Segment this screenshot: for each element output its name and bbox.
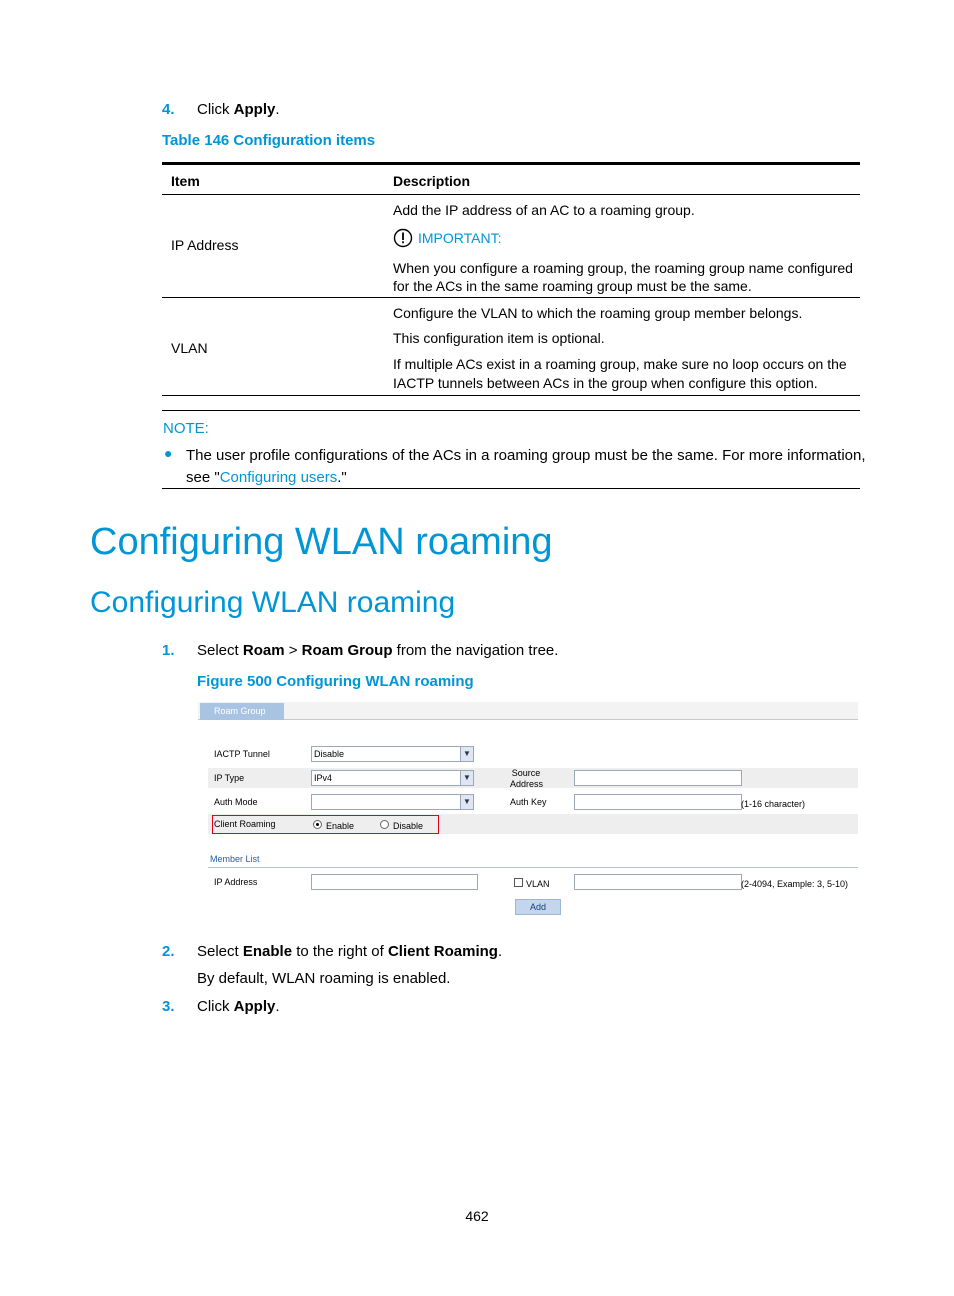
configuring-users-link[interactable]: Configuring users — [219, 469, 338, 486]
table-row-ip-address — [162, 194, 860, 297]
warning-icon — [393, 228, 413, 248]
ip-type-label: IP Type — [214, 773, 245, 783]
client-roaming-highlight — [212, 815, 439, 834]
header-item: Item — [171, 173, 200, 189]
tab-bar — [198, 702, 858, 720]
table-caption: Table 146 Configuration items — [162, 132, 376, 149]
iactp-tunnel-select[interactable]: Disable ▼ — [311, 746, 474, 762]
vlan-checkbox[interactable] — [514, 878, 523, 887]
vlan-hint: (2-4094, Example: 3, 5-10) — [741, 879, 849, 889]
configuration-items-table — [162, 162, 860, 396]
note-text-line1: The user profile configurations of the ACs in a roaming group must be the same. For more information, — [186, 447, 866, 464]
ip-type-row — [208, 768, 858, 788]
auth-key-label: Auth Key — [510, 797, 547, 807]
cell-item: IP Address — [171, 237, 239, 253]
important-label: IMPORTANT: — [418, 230, 502, 246]
step-2-subtext: By default, WLAN roaming is enabled. — [197, 970, 451, 987]
client-roaming-label: Client Roaming — [214, 819, 276, 829]
member-list-divider — [208, 867, 858, 868]
ip-type-select[interactable]: IPv4 ▼ — [311, 770, 474, 786]
auth-mode-row — [208, 792, 858, 812]
step-1-text: Select Roam > Roam Group from the navigation tree. — [197, 642, 559, 659]
tab-roam-group[interactable]: Roam Group — [200, 703, 284, 720]
cell-desc-line: This configuration item is optional. — [393, 330, 605, 346]
cell-desc-line: Add the IP address of an AC to a roaming group. — [393, 202, 695, 218]
chevron-down-icon: ▼ — [460, 771, 473, 785]
note-label: NOTE: — [163, 420, 209, 437]
step-3: 3. — [162, 998, 175, 1015]
disable-radio-label: Disable — [393, 821, 424, 831]
step-4 — [162, 100, 175, 120]
member-ip-row — [208, 872, 858, 892]
chevron-down-icon: ▼ — [460, 747, 473, 761]
cell-desc-line: Configure the VLAN to which the roaming group member belongs. — [393, 305, 803, 321]
step-2: 2. — [162, 943, 175, 960]
cell-desc-line: If multiple ACs exist in a roaming group, make sure no loop occurs on the — [393, 356, 847, 372]
auth-mode-select[interactable] — [311, 794, 474, 810]
step-2-text: Select Enable to the right of Client Roaming. — [197, 943, 503, 960]
auth-mode-label: Auth Mode — [214, 797, 258, 807]
auth-key-hint: (1-16 character) — [741, 799, 806, 809]
cell-desc-line: for the ACs in the same roaming group must be the same. — [393, 278, 752, 294]
member-list-title: Member List — [210, 854, 260, 864]
important-notice — [393, 228, 855, 248]
source-address-input[interactable] — [574, 770, 742, 786]
note-box — [162, 410, 866, 489]
roam-group-screenshot — [198, 702, 858, 920]
iactp-tunnel-label: IACTP Tunnel — [214, 749, 270, 759]
step-4-text: Click Apply. — [197, 101, 280, 118]
auth-key-input[interactable] — [574, 794, 742, 810]
figure-caption: Figure 500 Configuring WLAN roaming — [197, 673, 474, 690]
iactp-tunnel-row — [208, 744, 858, 764]
source-address-label: Source Address — [510, 768, 544, 789]
section-heading: Configuring WLAN roaming — [90, 586, 456, 619]
enable-radio-label: Enable — [326, 821, 355, 831]
table-row-vlan — [162, 297, 860, 395]
ip-address-label: IP Address — [214, 877, 258, 887]
table-header-row — [162, 165, 860, 194]
vlan-checkbox-label: VLAN — [526, 879, 550, 889]
cell-desc-line: IACTP tunnels between ACs in the group when configure this option. — [393, 375, 818, 391]
bullet-icon: ● — [164, 445, 173, 461]
member-ip-input[interactable] — [311, 874, 478, 890]
note-text-line2: see "Configuring users." — [186, 469, 347, 486]
step-1: 1. — [162, 642, 175, 659]
vlan-input[interactable] — [574, 874, 742, 890]
add-button[interactable]: Add — [515, 899, 561, 915]
chapter-heading: Configuring WLAN roaming — [90, 521, 553, 563]
page-number: 462 — [465, 1208, 489, 1224]
cell-desc-line: When you configure a roaming group, the roaming group name configured — [393, 260, 853, 276]
chevron-down-icon: ▼ — [460, 795, 473, 809]
header-description: Description — [393, 173, 471, 189]
step-number: 4. — [162, 101, 175, 118]
cell-item: VLAN — [171, 340, 208, 356]
step-3-text: Click Apply. — [197, 998, 280, 1015]
